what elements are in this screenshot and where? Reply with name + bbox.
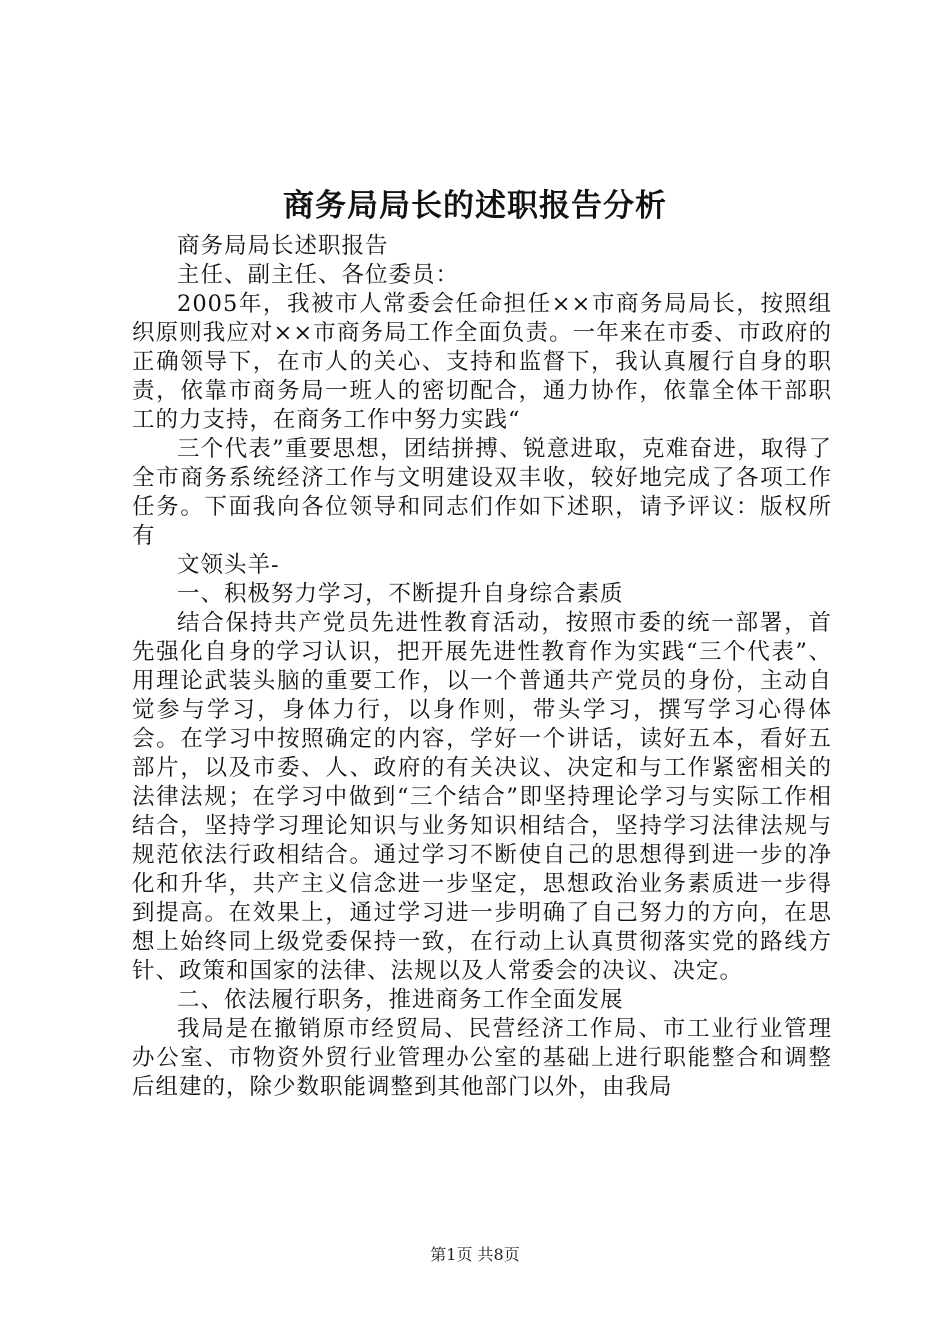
paragraph-section-2: 我局是在撤销原市经贸局、民营经济工作局、市工业行业管理办公室、市物资外贸行业管理办公室的基础上进行职能整合和调整后组建的，除少数职能调整到其他部门以外，由我局 bbox=[132, 1016, 832, 1100]
section-heading-1: 一、积极努力学习，不断提升自身综合素质 bbox=[177, 581, 624, 607]
document-body bbox=[132, 232, 832, 1102]
paragraph-intro: 2005年，我被市人常委会任命担任××市商务局局长，按照组织原则我应对××市商务局工作全面负责。一年来在市委、市政府的正确领导下，在市人的关心、支持和监督下，我认真履行自身的职责，依靠市商务局一班人的密切配合，通力协作，依靠全体干部职工的力支持，在商务工作中努力实践“ bbox=[132, 291, 832, 433]
paragraph-watermark-text: 文领头羊- bbox=[177, 552, 280, 578]
document-title: 商务局局长的述职报告分析 bbox=[283, 188, 667, 224]
paragraph-subtitle: 商务局局长述职报告 bbox=[177, 233, 389, 259]
page-number-footer: 第1页 共8页 bbox=[430, 1245, 520, 1264]
section-heading-2: 二、依法履行职务，推进商务工作全面发展 bbox=[177, 987, 624, 1013]
paragraph-salutation: 主任、副主任、各位委员： bbox=[177, 262, 460, 288]
paragraph-intro-continued: 三个代表”重要思想，团结拼搏、锐意进取，克难奋进，取得了全市商务系统经济工作与文明建设双丰收，较好地完成了各项工作任务。下面我向各位领导和同志们作如下述职，请予评议：版权所有 bbox=[132, 436, 832, 549]
paragraph-section-1: 结合保持共产党员先进性教育活动，按照市委的统一部署，首先强化自身的学习认识，把开展先进性教育作为实践“三个代表”、用理论武装头脑的重要工作，以一个普通共产党员的身份，主动自觉参与学习，身体力行，以身作则，带头学习，撰写学习心得体会。在学习中按照确定的内容，学好一个讲话，读好五本，看好五部片，以及市委、人、政府的有关决议、决定和与工作紧密相关的法律法规；在学习中做到“三个结合”即坚持理论学习与实际工作相结合，坚持学习理论知识与业务知识相结合，坚持学习法律法规与规范依法行政相结合。通过学习不断使自己的思想得到进一步的净化和升华，共产主义信念进一步坚定，思想政治业务素质进一步得到提高。在效果上，通过学习进一步明确了自己努力的方向，在思想上始终同上级党委保持一致，在行动上认真贯彻落实党的路线方针、政策和国家的法律、法规以及人常委会的决议、决定。 bbox=[132, 610, 832, 984]
